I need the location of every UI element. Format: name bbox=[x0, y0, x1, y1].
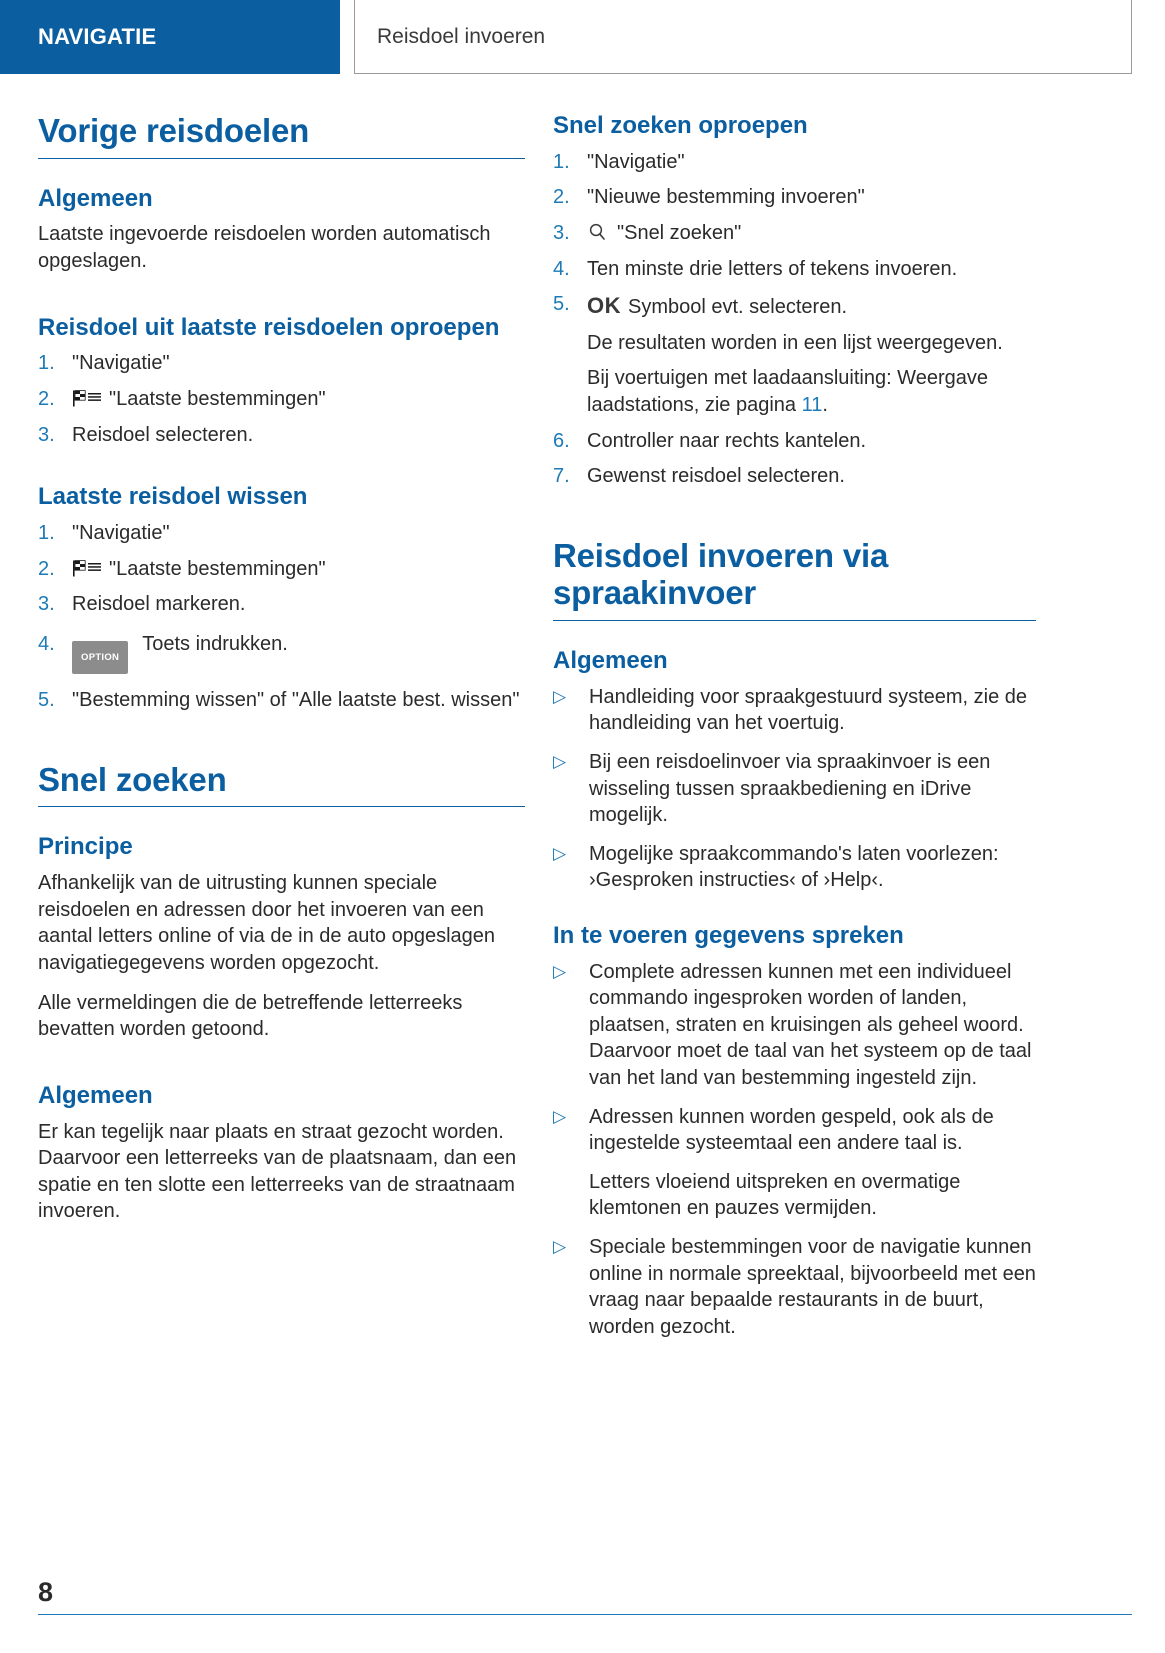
right-column bbox=[553, 112, 1036, 1352]
step-text: "Bestemming wissen" of "Alle laatste best. wissen" bbox=[72, 689, 520, 712]
chapter-tab-label: NAVIGATIE bbox=[38, 24, 157, 49]
chapter-rule bbox=[553, 620, 1036, 621]
step-text-with-icon bbox=[587, 291, 1036, 321]
subheading-algemeen-3: Algemeen bbox=[553, 646, 668, 674]
step-number: 2. bbox=[553, 186, 570, 209]
triangle-bullet-icon: ▷ bbox=[553, 751, 567, 771]
page-header bbox=[0, 0, 1165, 74]
list-item bbox=[553, 841, 1036, 894]
step-list-snel-zoeken-oproepen bbox=[553, 149, 1036, 321]
list-item bbox=[38, 687, 525, 714]
step-number: 5. bbox=[553, 293, 570, 316]
bullet-text: Mogelijke spraakcommando's laten voorlezen: ›Gesproken instructies‹ of ›Help‹. bbox=[589, 842, 999, 892]
triangle-bullet-icon: ▷ bbox=[553, 1106, 567, 1126]
step-text-with-icon bbox=[72, 556, 525, 583]
spacer bbox=[38, 288, 525, 314]
step-list-snel-zoeken-oproepen-tail bbox=[553, 428, 1036, 490]
chapter-heading-snel-zoeken: Snel zoeken bbox=[38, 760, 227, 798]
step-text: Gewenst reisdoel selecteren. bbox=[587, 465, 845, 488]
step-text: "Nieuwe bestemming invoeren" bbox=[587, 186, 865, 209]
step-label: Toets indrukken. bbox=[142, 632, 288, 655]
list-item bbox=[38, 591, 525, 618]
chapter-tab bbox=[0, 0, 340, 74]
page-title: Reisdoel invoeren bbox=[377, 24, 546, 48]
bullet-text: Complete adressen kunnen met een individueel commando ingesproken worden of landen, plaatsen, straten en kruisingen als geheel woord. Daarvoor moet de taal van het systeem op de taal van het land van bestemming ingesteld zijn. bbox=[589, 960, 1032, 1090]
bullet-subtext: Letters vloeiend uitspreken en overmatige klemtonen en pauzes vermijden. bbox=[589, 1170, 961, 1220]
step-number: 1. bbox=[553, 150, 570, 173]
subheading-reisdoel-uit-laatste-reisdoelen-oproepen: Reisdoel uit laatste reisdoelen oproepen bbox=[38, 313, 500, 341]
substep-lead: Bij voertuigen met laadaansluiting: Weergave laadstations, zie pagina bbox=[587, 367, 988, 416]
subheading-in-te-voeren-gegevens-spreken: In te voeren gegevens spreken bbox=[553, 921, 904, 949]
step-text: Controller naar rechts kantelen. bbox=[587, 429, 867, 452]
list-item bbox=[553, 959, 1036, 1092]
footer-rule bbox=[38, 1614, 1132, 1615]
page-content bbox=[0, 74, 1165, 1352]
triangle-bullet-icon: ▷ bbox=[553, 686, 567, 706]
step-label: "Laatste bestemmingen" bbox=[109, 387, 326, 410]
bullet-list-gegevens-spreken-tail bbox=[553, 1234, 1036, 1340]
spacer bbox=[553, 499, 1036, 537]
step-text-with-icon bbox=[72, 386, 525, 413]
bullet-text: Bij een reisdoelinvoer via spraakinvoer is een wisseling tussen spraakbediening en iDrive mogelijk. bbox=[589, 750, 991, 827]
step-list-wissen bbox=[38, 520, 525, 714]
chapter-rule bbox=[38, 806, 525, 807]
list-item bbox=[553, 220, 1036, 247]
substep-tail: . bbox=[822, 393, 828, 416]
paragraph: Afhankelijk van de uitrusting kunnen speciale reisdoelen en adressen door het invoeren van een aantal letters online of via de in de auto opgeslagen navigatiegegevens worden opgezocht. bbox=[38, 872, 496, 975]
spacer bbox=[553, 906, 1036, 922]
subheading-laatste-reisdoel-wissen: Laatste reisdoel wissen bbox=[38, 483, 308, 511]
step-label: "Snel zoeken" bbox=[617, 221, 742, 244]
subheading-algemeen-2: Algemeen bbox=[38, 1081, 153, 1109]
page-number: 8 bbox=[38, 1577, 54, 1607]
list-item bbox=[553, 463, 1036, 490]
step-number: 4. bbox=[553, 257, 570, 280]
page-title-box bbox=[354, 0, 1132, 74]
ok-symbol-icon: OK bbox=[587, 293, 621, 319]
step-text: Reisdoel selecteren. bbox=[72, 423, 254, 446]
spacer bbox=[38, 1056, 525, 1082]
step-number: 1. bbox=[38, 352, 55, 375]
list-item bbox=[553, 684, 1036, 737]
option-key-icon: OPTION bbox=[72, 641, 128, 675]
list-item bbox=[553, 149, 1036, 176]
subheading-principe: Principe bbox=[38, 833, 133, 861]
list-item bbox=[553, 749, 1036, 829]
step-number: 3. bbox=[553, 221, 570, 244]
spacer bbox=[38, 457, 525, 483]
step-number: 2. bbox=[38, 557, 55, 580]
substep-text: De resultaten worden in een lijst weergegeven. bbox=[587, 331, 1003, 354]
step-number: 1. bbox=[38, 521, 55, 544]
list-item bbox=[38, 422, 525, 449]
step-number: 3. bbox=[38, 593, 55, 616]
step-text: "Navigatie" bbox=[587, 150, 685, 173]
step-number: 5. bbox=[38, 689, 55, 712]
chapter-heading-reisdoel-invoeren-via-spraakinvoer: Reisdoel invoeren via spraakinvoer bbox=[553, 536, 889, 612]
step-number: 4. bbox=[38, 632, 55, 655]
list-item bbox=[553, 1234, 1036, 1340]
bullet-text: Speciale bestemmingen voor de navigatie kunnen online in normale spreektaal, bijvoorbeeld met een vraag naar bepaalde restaurants in de buurt, worden gezocht. bbox=[589, 1236, 1036, 1338]
bullet-list-gegevens-spreken bbox=[553, 959, 1036, 1157]
step-text: Ten minste drie letters of tekens invoeren. bbox=[587, 257, 958, 280]
step-text: Reisdoel markeren. bbox=[72, 593, 246, 616]
triangle-bullet-icon: ▷ bbox=[553, 961, 567, 981]
step-number: 6. bbox=[553, 429, 570, 452]
step-text-with-icon bbox=[587, 220, 1036, 247]
checkered-flag-icon bbox=[72, 559, 102, 578]
list-item bbox=[38, 386, 525, 413]
list-item bbox=[553, 291, 1036, 321]
list-item bbox=[38, 350, 525, 377]
list-item bbox=[553, 1104, 1036, 1157]
left-column bbox=[38, 112, 525, 1352]
paragraph: Er kan tegelijk naar plaats en straat gezocht worden. Daarvoor een letterreeks van de plaatsnaam, dan een spatie en ten slotte een letterreeks van de straatnaam invoeren. bbox=[38, 1120, 517, 1223]
list-item bbox=[38, 556, 525, 583]
list-item bbox=[553, 256, 1036, 283]
substep-text-with-pageref bbox=[587, 365, 1036, 418]
page-reference-link[interactable]: 11 bbox=[801, 393, 823, 416]
paragraph: Alle vermeldingen die de betreffende letterreeks bevatten worden getoond. bbox=[38, 991, 463, 1041]
triangle-bullet-icon: ▷ bbox=[553, 843, 567, 863]
list-item bbox=[38, 631, 525, 675]
list-item bbox=[553, 184, 1036, 211]
bullet-list-algemeen bbox=[553, 684, 1036, 894]
step-text: "Navigatie" bbox=[72, 352, 170, 375]
paragraph: Laatste ingevoerde reisdoelen worden automatisch opgeslagen. bbox=[38, 223, 491, 272]
checkered-flag-icon bbox=[72, 389, 102, 408]
triangle-bullet-icon: ▷ bbox=[553, 1237, 567, 1257]
chapter-rule bbox=[38, 158, 525, 159]
bullet-text: Handleiding voor spraakgestuurd systeem, zie de handleiding van het voertuig. bbox=[589, 685, 1028, 735]
step-number: 2. bbox=[38, 387, 55, 410]
list-item bbox=[38, 520, 525, 547]
spacer bbox=[38, 723, 525, 761]
step-list-oproepen bbox=[38, 350, 525, 448]
step-label: "Laatste bestemmingen" bbox=[109, 557, 326, 580]
page-footer bbox=[38, 1577, 1132, 1615]
step-label: Symbool evt. selecteren. bbox=[628, 296, 847, 319]
step-text: "Navigatie" bbox=[72, 521, 170, 544]
step-number: 7. bbox=[553, 465, 570, 488]
subheading-algemeen-1: Algemeen bbox=[38, 184, 153, 212]
step-number: 3. bbox=[38, 423, 55, 446]
list-item bbox=[553, 428, 1036, 455]
chapter-heading-vorige-reisdoelen: Vorige reisdoelen bbox=[38, 112, 310, 149]
step-text-with-key bbox=[72, 631, 525, 675]
bullet-text: Adressen kunnen worden gespeld, ook als de ingestelde systeemtaal een andere taal is. bbox=[589, 1105, 994, 1155]
magnifier-icon bbox=[587, 222, 609, 242]
subheading-snel-zoeken-oproepen: Snel zoeken oproepen bbox=[553, 112, 808, 139]
